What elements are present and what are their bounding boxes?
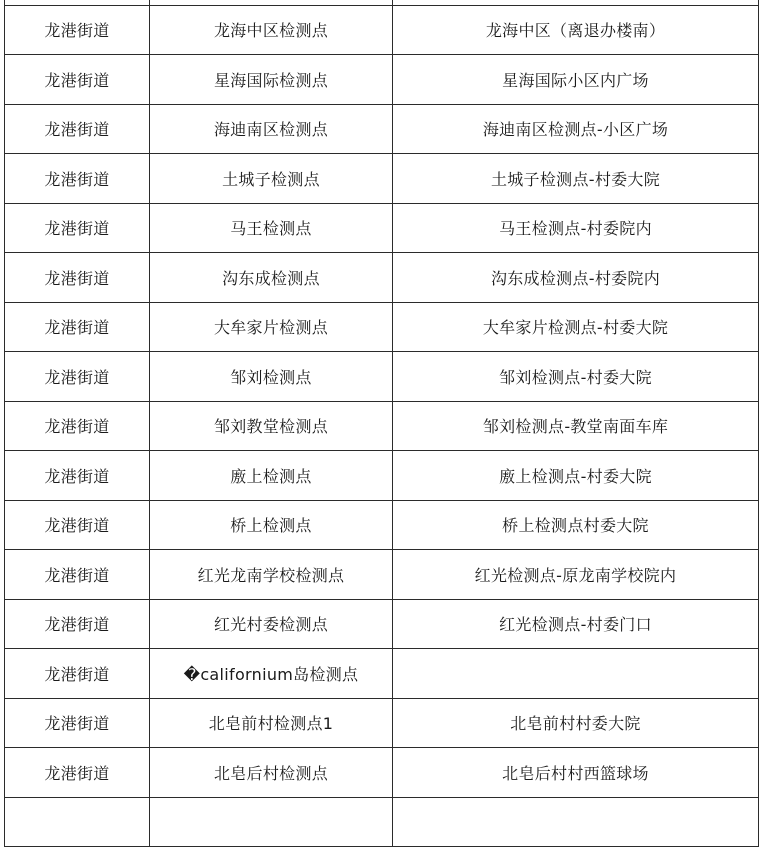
site-name-cell [150, 797, 393, 847]
district-cell: 龙港街道 [5, 352, 150, 402]
district-cell: 龙港街道 [5, 5, 150, 55]
table-row [5, 55, 759, 105]
site-location-cell: 马王检测点-村委院内 [393, 203, 759, 253]
site-location-cell [393, 797, 759, 847]
table-row [5, 599, 759, 649]
district-cell: 龙港街道 [5, 302, 150, 352]
table-row [5, 203, 759, 253]
table-row [5, 253, 759, 303]
table-row [5, 5, 759, 55]
site-name-cell: 桥上检测点 [150, 500, 393, 550]
site-name-cell: 北皂后村检测点 [150, 748, 393, 798]
site-name-cell: 红光村委检测点 [150, 599, 393, 649]
table-row [5, 451, 759, 501]
district-cell: 龙港街道 [5, 698, 150, 748]
site-name-cell: 廒上检测点 [150, 451, 393, 501]
site-location-cell: 星海国际小区内广场 [393, 55, 759, 105]
district-cell: 龙港街道 [5, 748, 150, 798]
sites-table [4, 0, 759, 847]
site-location-cell: 龙海中区（离退办楼南） [393, 5, 759, 55]
district-cell: 龙港街道 [5, 451, 150, 501]
site-location-cell: 北皂后村村西篮球场 [393, 748, 759, 798]
site-name-cell: 邹刘检测点 [150, 352, 393, 402]
district-cell: 龙港街道 [5, 55, 150, 105]
site-location-cell [393, 649, 759, 699]
site-name-cell: 星海国际检测点 [150, 55, 393, 105]
table-row [5, 698, 759, 748]
site-name-cell: 红光龙南学校检测点 [150, 550, 393, 600]
site-location-cell: 邹刘检测点-教堂南面车库 [393, 401, 759, 451]
district-cell: 龙港街道 [5, 104, 150, 154]
table-row [5, 401, 759, 451]
site-location-cell: 邹刘检测点-村委大院 [393, 352, 759, 402]
site-location-cell: 海迪南区检测点-小区广场 [393, 104, 759, 154]
table-row [5, 104, 759, 154]
site-location-cell: 土城子检测点-村委大院 [393, 154, 759, 204]
site-name-cell: 土城子检测点 [150, 154, 393, 204]
site-name-cell: 马王检测点 [150, 203, 393, 253]
site-name-cell: 大牟家片检测点 [150, 302, 393, 352]
table-row [5, 500, 759, 550]
site-location-cell: 桥上检测点村委大院 [393, 500, 759, 550]
site-location-cell: 大牟家片检测点-村委大院 [393, 302, 759, 352]
district-cell: 龙港街道 [5, 599, 150, 649]
site-location-cell: 沟东成检测点-村委院内 [393, 253, 759, 303]
site-name-cell: 邹刘教堂检测点 [150, 401, 393, 451]
site-name-cell: 海迪南区检测点 [150, 104, 393, 154]
site-location-cell: 红光检测点-村委门口 [393, 599, 759, 649]
district-cell: 龙港街道 [5, 253, 150, 303]
district-cell: 龙港街道 [5, 401, 150, 451]
site-location-cell: 北皂前村村委大院 [393, 698, 759, 748]
testing-sites-table [4, 0, 758, 847]
district-cell: 龙港街道 [5, 649, 150, 699]
site-name-cell: 沟东成检测点 [150, 253, 393, 303]
district-cell [5, 797, 150, 847]
site-location-cell: 廒上检测点-村委大院 [393, 451, 759, 501]
site-name-cell: �californium岛检测点 [150, 649, 393, 699]
table-row [5, 154, 759, 204]
table-row [5, 550, 759, 600]
table-row [5, 302, 759, 352]
table-row [5, 352, 759, 402]
district-cell: 龙港街道 [5, 203, 150, 253]
table-row [5, 797, 759, 847]
district-cell: 龙港街道 [5, 154, 150, 204]
site-name-cell: 北皂前村检测点1 [150, 698, 393, 748]
district-cell: 龙港街道 [5, 500, 150, 550]
table-row [5, 649, 759, 699]
table-row [5, 748, 759, 798]
district-cell: 龙港街道 [5, 550, 150, 600]
site-location-cell: 红光检测点-原龙南学校院内 [393, 550, 759, 600]
site-name-cell: 龙海中区检测点 [150, 5, 393, 55]
